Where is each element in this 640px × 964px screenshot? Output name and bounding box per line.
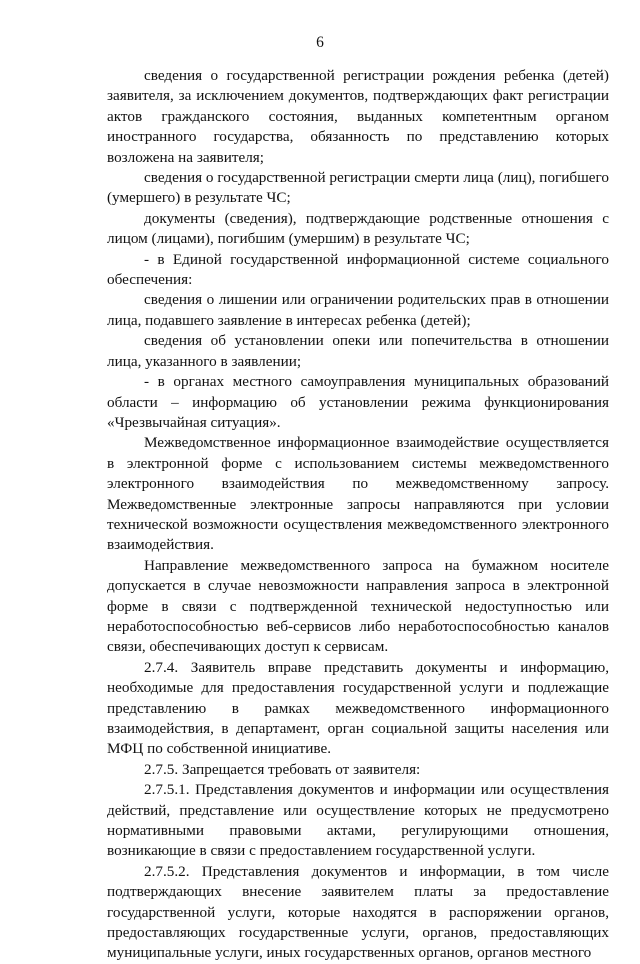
paragraph-kinship-documents: документы (сведения), подтверждающие родственные отношения с лицом (лицами), погибшим (умершим) в результате ЧС; <box>107 209 609 248</box>
paragraph-unified-system: - в Единой государственной информационной системе социального обеспечения: <box>107 250 609 289</box>
paragraph-2-7-5: 2.7.5. Запрещается требовать от заявителя: <box>144 760 421 778</box>
paragraph-parental-rights: сведения о лишении или ограничении родительских прав в отношении лица, подавшего заявление в интересах ребенка (детей); <box>107 291 609 329</box>
paragraph-2-7-5-1: 2.7.5.1. Представления документов и информации или осуществления действий, представление или осуществление которых не предусмотрено нормативными правовыми актами, регулирующими отношения, возникающие в связи с предоставлением государственной услуги. <box>107 781 609 860</box>
paragraph-2-7-5-2: 2.7.5.2. Представления документов и информации, в том числе подтверждающих внесение заявителем платы за предоставление государственной услуги, которые находятся в распоряжении органов, предоставляющих государственные услуги, органов, предоставляющих муниципальные услуги, иных государственных органов, органов местного <box>107 862 609 962</box>
paragraph-death-registration: сведения о государственной регистрации смерти лица (лиц), погибшего (умершего) в результате ЧС; <box>107 169 609 207</box>
paragraph-paper-request: Направление межведомственного запроса на бумажном носителе допускается в случае невозможности направления запроса в электронной форме в связи с подтвержденной технической недоступностью или неработоспособностью веб-сервисов либо неработоспособностью каналов связи, обеспечивающих доступ к сервисам. <box>107 556 609 656</box>
paragraph-birth-registration: сведения о государственной регистрации рождения ребенка (детей) заявителя, за исключением документов, подтверждающих факт регистрации актов гражданского состояния, выданных компетентным органом иностранного государства, обязанность по представлению которых возложена на заявителя; <box>107 67 609 166</box>
paragraph-2-7-4: 2.7.4. Заявитель вправе представить документы и информацию, необходимые для предоставления государственной услуги и подлежащие представлению в рамках межведомственного информационного взаимодействия, в департамент, орган социальной защиты населения или МФЦ по собственной инициативе. <box>107 658 609 758</box>
paragraph-guardianship: сведения об установлении опеки или попечительства в отношении лица, указанного в заявлении; <box>107 332 609 370</box>
document-body <box>107 66 609 964</box>
paragraph-electronic-interaction: Межведомственное информационное взаимодействие осуществляется в электронной форме с использованием системы межведомственного электронного взаимодействия по межведомственному запросу. Межведомственные электронные запросы направляются при условии технической возможности осуществления межведомственного электронного взаимодействия. <box>107 434 609 554</box>
paragraph-local-government: - в органах местного самоуправления муниципальных образований области – информацию об установлении режима функционирования «Чрезвычайная ситуация». <box>107 373 609 431</box>
page-number: 6 <box>316 34 324 51</box>
